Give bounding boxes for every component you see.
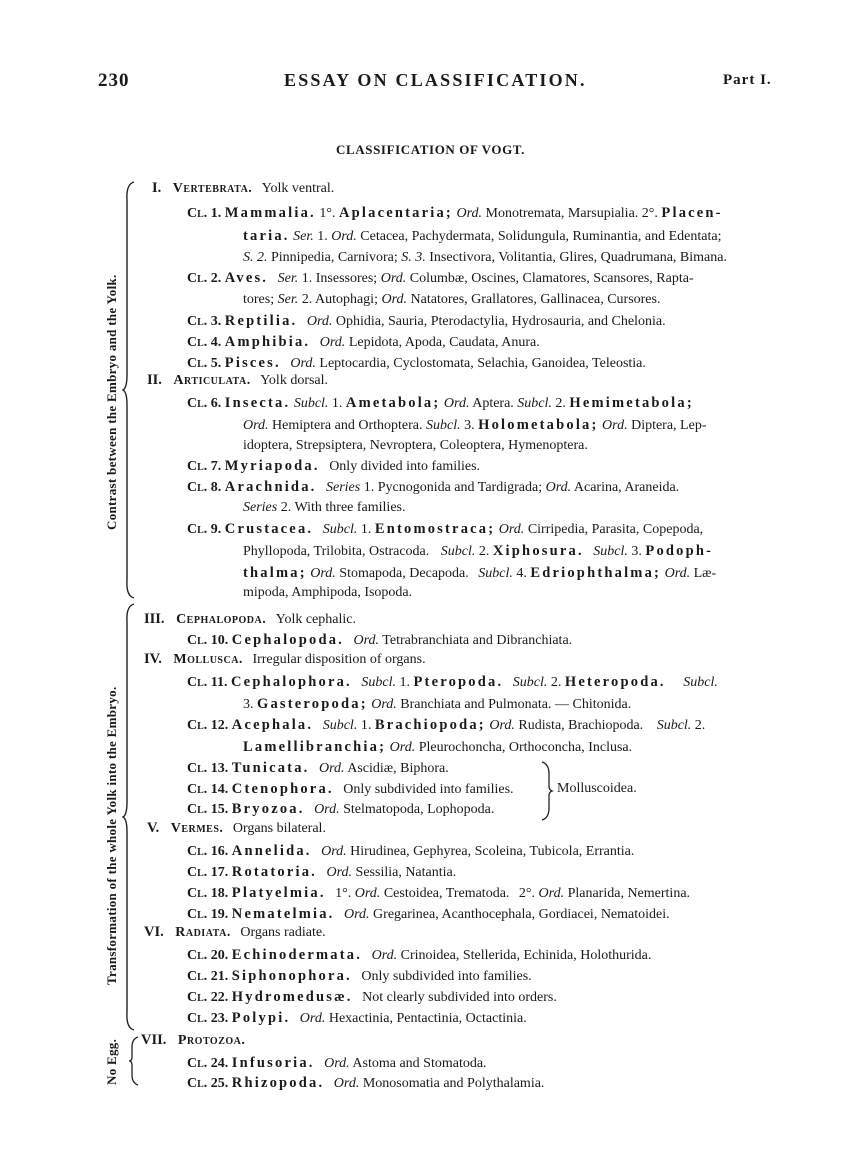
class-entry-1: Cl. 1. Mammalia. 1°. Aplacentaria; Ord. Monotremata, Marsupialia. 2°. Placen- [187,205,723,221]
class-entry-6: Cl. 6. Insecta. Subcl. 1. Ametabola; Ord. Aptera. Subcl. 2. Hemimetabola; [187,395,694,411]
brace-molluscoidea [540,760,554,822]
class-entry-25: Cl. 25. Rhizopoda. Ord. Monosomatia and Polythalamia. [187,1075,545,1091]
class-entry-8-cont: Series 2. With three families. [243,500,406,515]
division-cephalopoda: III. Cephalopoda. Yolk cephalic. [144,611,356,627]
class-entry-20: Cl. 20. Echinodermata. Ord. Crinoidea, Stellerida, Echinida, Holothurida. [187,947,652,963]
side-label-group-1: Contrast between the Embryo and the Yolk. [104,274,119,530]
division-vermes: V. Vermes. Organs bilateral. [147,820,326,836]
class-entry-19: Cl. 19. Nematelmia. Ord. Gregarinea, Acanthocephala, Gordiacei, Nematoidei. [187,906,670,922]
class-entry-13: Cl. 13. Tunicata. Ord. Ascidiæ, Biphora. [187,760,449,776]
class-entry-24: Cl. 24. Infusoria. Ord. Astoma and Stomatoda. [187,1055,487,1071]
class-entry-21: Cl. 21. Siphonophora. Only subdivided into families. [187,968,532,984]
class-entry-9-cont-3: mipoda, Amphipoda, Isopoda. [243,585,413,600]
class-entry-2: Cl. 2. Aves. Ser. 1. Insessores; Ord. Columbæ, Oscines, Clamatores, Scansores, Rapta- [187,270,694,286]
class-entry-1-cont-1: taria. Ser. 1. Ord. Cetacea, Pachydermata, Solidungula, Ruminantia, and Edentata; [243,228,722,244]
division-vertebrata: I. Vertebrata. Yolk ventral. [152,180,335,196]
division-radiata: VI. Radiata. Organs radiate. [144,924,326,940]
class-entry-9: Cl. 9. Crustacea. Subcl. 1. Entomostraca; Ord. Cirripedia, Parasita, Copepoda, [187,521,704,537]
part-label: Part I. [723,72,772,88]
brace-group-1 [122,180,138,600]
page-number: 230 [98,70,130,91]
division-articulata: II. Articulata. Yolk dorsal. [147,372,329,388]
class-entry-7: Cl. 7. Myriapoda. Only divided into families. [187,458,481,474]
class-entry-9-cont-1: Phyllopoda, Trilobita, Ostracoda. Subcl. 2. Xiphosura. Subcl. 3. Podoph- [243,543,714,559]
class-entry-6-cont-2: idoptera, Strepsiptera, Nevroptera, Coleoptera, Hymenoptera. [243,438,588,453]
molluscoidea-label: Molluscoidea. [557,781,637,796]
class-entry-12: Cl. 12. Acephala. Subcl. 1. Brachiopoda; Ord. Rudista, Brachiopoda. Subcl. 2. [187,717,706,733]
class-entry-15: Cl. 15. Bryozoa. Ord. Stelmatopoda, Lophopoda. [187,801,495,817]
class-entry-14: Cl. 14. Ctenophora. Only subdivided into families. [187,781,514,797]
class-entry-18: Cl. 18. Platyelmia. 1°. Ord. Cestoidea, Trematoda. 2°. Ord. Planarida, Nemertina. [187,885,691,901]
brace-group-3 [128,1035,140,1087]
class-entry-22: Cl. 22. Hydromedusæ. Not clearly subdivided into orders. [187,989,557,1005]
class-entry-3: Cl. 3. Reptilia. Ord. Ophidia, Sauria, Pterodactylia, Hydrosauria, and Chelonia. [187,313,666,329]
class-entry-11-cont: 3. Gasteropoda; Ord. Branchiata and Pulmonata. — Chitonida. [243,696,632,712]
class-entry-17: Cl. 17. Rotatoria. Ord. Sessilia, Natantia. [187,864,457,880]
side-label-group-2: Transformation of the whole Yolk into the Embryo. [104,686,119,985]
class-entry-12-cont: Lamellibranchia; Ord. Pleurochoncha, Orthoconcha, Inclusa. [243,739,633,755]
side-label-group-3: No Egg. [104,1038,119,1085]
class-entry-9-cont-2: thalma; Ord. Stomapoda, Decapoda. Subcl. 4. Edriophthalma; Ord. Læ- [243,565,717,581]
class-entry-1-cont-2: S. 2. Pinnipedia, Carnivora; S. 3. Insectivora, Volitantia, Glires, Quadrumana, Bimana. [243,250,727,265]
class-entry-4: Cl. 4. Amphibia. Ord. Lepidota, Apoda, Caudata, Anura. [187,334,540,350]
class-entry-8: Cl. 8. Arachnida. Series 1. Pycnogonida and Tardigrada; Ord. Acarina, Araneida. [187,479,680,495]
class-entry-5: Cl. 5. Pisces. Ord. Leptocardia, Cyclostomata, Selachia, Ganoidea, Teleostia. [187,355,646,371]
class-entry-2-cont: tores; Ser. 2. Autophagi; Ord. Natatores, Grallatores, Gallinacea, Cursores. [243,292,661,307]
class-entry-16: Cl. 16. Annelida. Ord. Hirudinea, Gephyrea, Scoleina, Tubicola, Errantia. [187,843,635,859]
class-entry-10: Cl. 10. Cephalopoda. Ord. Tetrabranchiata and Dibranchiata. [187,632,573,648]
class-entry-11: Cl. 11. Cephalophora. Subcl. 1. Pteropoda. Subcl. 2. Heteropoda. Subcl. [187,674,718,690]
class-entry-6-cont-1: Ord. Hemiptera and Orthoptera. Subcl. 3. Holometabola; Ord. Diptera, Lep- [243,417,707,433]
division-protozoa: VII. Protozoa. [141,1032,246,1048]
brace-group-2 [122,602,138,1032]
page-title: CLASSIFICATION OF VOGT. [336,142,525,157]
running-head [0,70,850,100]
class-entry-23: Cl. 23. Polypi. Ord. Hexactinia, Pentactinia, Octactinia. [187,1010,527,1026]
book-title: ESSAY ON CLASSIFICATION. [284,70,587,90]
division-mollusca: IV. Mollusca. Irregular disposition of organs. [144,651,426,667]
